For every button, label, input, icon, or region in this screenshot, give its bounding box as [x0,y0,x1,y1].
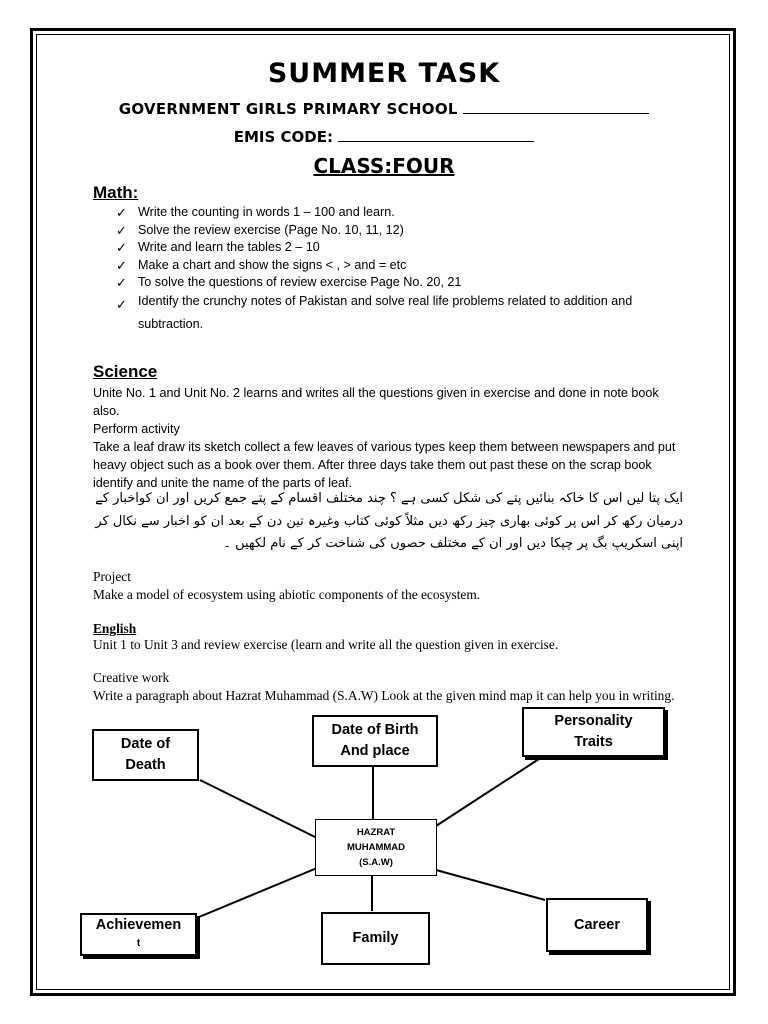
connector-line [199,868,317,917]
list-item: ✓ Solve the review exercise (Page No. 10, 11, 12) [116,222,404,238]
emis-label: EMIS CODE: [233,128,333,146]
science-heading: Science [93,362,158,381]
checkmark-icon: ✓ [116,296,127,312]
checkmark-icon: ✓ [116,240,127,255]
list-item: ✓ To solve the questions of review exercise Page No. 20, 21 [116,275,462,290]
mindmap-center-node: HAZRAT MUHAMMAD (S.A.W) [315,819,437,876]
math-heading: Math: [93,183,139,202]
list-item: ✓ Identify the crunchy notes of Pakistan and solve real life problems related to addition and subtraction. [116,293,633,331]
perform-activity-label: Perform activity [93,422,180,436]
connector-line [200,780,317,838]
connector-line [436,757,542,826]
mindmap-node-family: Family [321,912,430,965]
science-paragraph-1: Unite No. 1 and Unit No. 2 learns and writes all the questions given in exercise and done in note book also. [93,386,659,418]
creative-work-text: Write a paragraph about Hazrat Muhammad (S.A.W) Look at the given mind map it can help you in writing. [93,688,675,703]
checkmark-icon: ✓ [116,257,127,273]
english-paragraph-1: Unit 1 to Unit 3 and review exercise (learn and write all the question given in exercise. [93,637,559,652]
mindmap-node-personality-traits: Personality Traits [522,707,665,757]
list-item: ✓ Make a chart and show the signs < , > and = etc [116,257,407,273]
mindmap-node-date-of-death: Date of Death [92,729,199,781]
science-paragraph-2: Take a leaf draw its sketch collect a few leaves of various types keep them between newspapers and put heavy object such as a book over them. After three days take them out past these on the scrap book identify and unite the name of the parts of leaf. [93,440,676,490]
class-title: CLASS:FOUR [313,154,455,178]
list-item: ✓ Write the counting in words 1 – 100 and learn. [116,205,395,220]
school-name: GOVERNMENT GIRLS PRIMARY SCHOOL [118,100,458,118]
connector-line [436,870,545,900]
project-text: Make a model of ecosystem using abiotic components of the ecosystem. [93,587,481,602]
project-label: Project [93,569,131,584]
mindmap-node-career: Career [546,898,648,952]
science-urdu-paragraph: ایک پتا لیں اس کا خاکہ بنائیں پتے کی شکل کسی ہے ؟ چند مختلف اقسام کے پتے جمع کریں اور ان کواخبار کے درمیان رکھ کر اس پر کوئی بھاری چیز رکھ دیں مثلاً کوئی کتاب وغیرہ تین دن کے بعد ان کو اخبار سے نکال کر اپنی اسکریپ بگ پر چپکا دیں اور ان کے مختلف حصوں کی شناخت کر کے نام لکھیں ۔ [95,491,683,551]
list-item: ✓ Write and learn the tables 2 – 10 [116,240,320,255]
checkmark-icon: ✓ [116,275,127,290]
checkmark-icon: ✓ [116,205,127,220]
checkmark-icon: ✓ [116,222,127,238]
english-heading: English [93,621,137,636]
document-title: SUMMER TASK [267,58,501,89]
creative-work-label: Creative work [93,670,170,685]
mindmap-node-achievement: Achievemen t [80,913,197,956]
mindmap-node-date-of-birth: Date of Birth And place [312,715,438,767]
